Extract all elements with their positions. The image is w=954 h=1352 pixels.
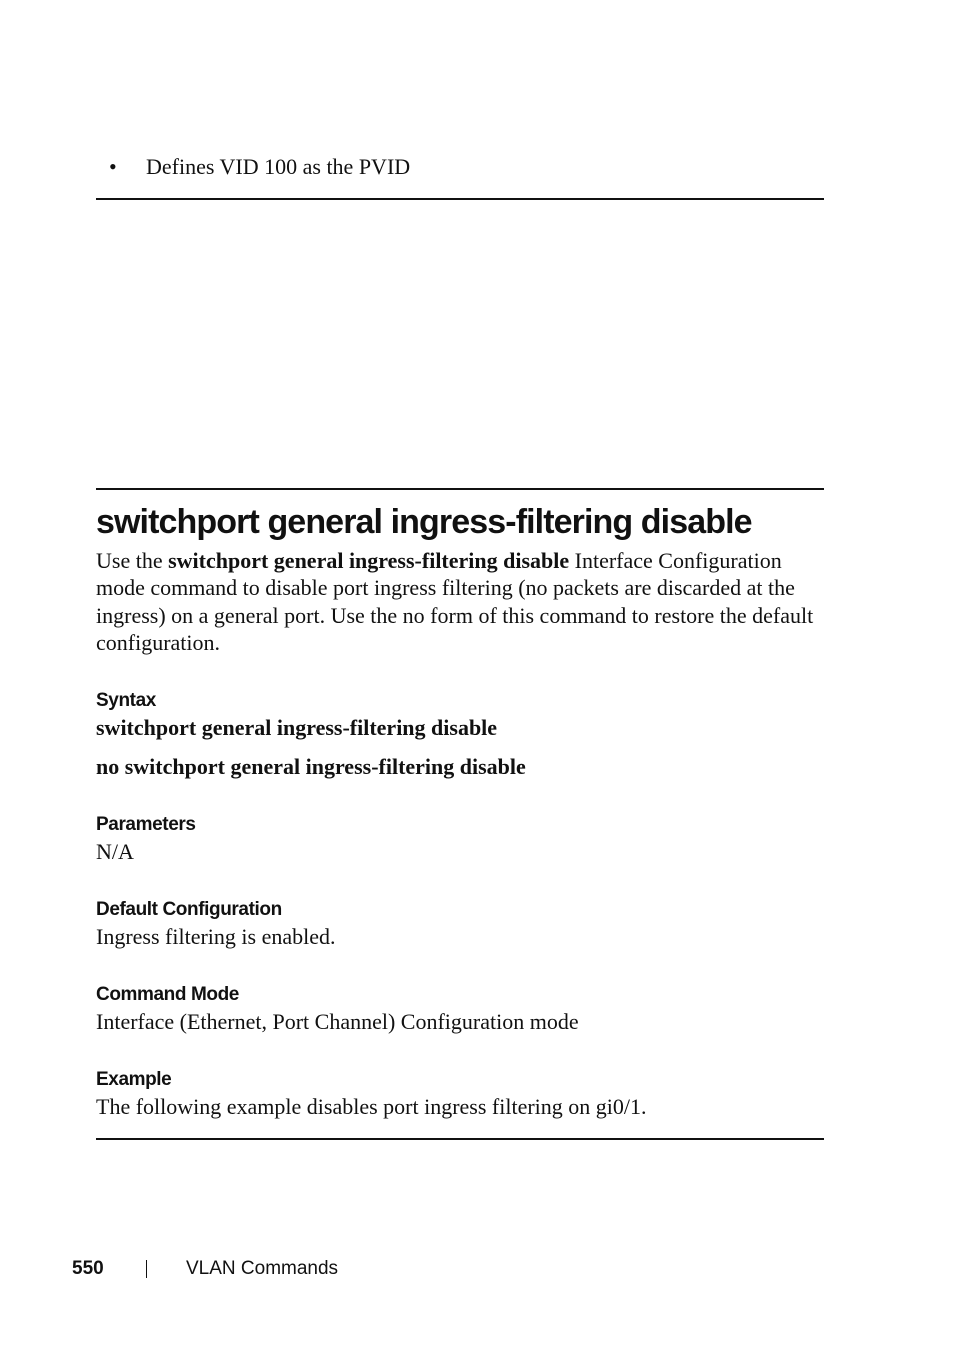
parameters-text: N/A bbox=[96, 839, 134, 864]
syntax-line: switchport general ingress-filtering disable bbox=[96, 715, 498, 740]
example-heading: Example bbox=[96, 1069, 172, 1090]
intro-paragraph bbox=[96, 547, 828, 656]
section-end-rule bbox=[96, 198, 824, 200]
example-text: The following example disables port ingress filtering on gi0/1. bbox=[96, 1094, 647, 1119]
footer-separator bbox=[146, 1260, 147, 1278]
syntax-line-no-form: no switchport general ingress-filtering disable bbox=[96, 754, 526, 779]
intro-text-after: Interface Configuration mode command to disable port ingress filtering (no packets are discarded at the ingress) on a general port. Use the no form of this command to restore the default configuration. bbox=[96, 548, 814, 655]
intro-command: switchport general ingress-filtering disable bbox=[168, 548, 570, 573]
command-mode-text: Interface (Ethernet, Port Channel) Configuration mode bbox=[96, 1009, 579, 1034]
section-title: switchport general ingress-filtering disable bbox=[96, 503, 752, 541]
page-number: 550 bbox=[72, 1258, 104, 1279]
default-configuration-text: Ingress filtering is enabled. bbox=[96, 924, 336, 949]
parameters-heading: Parameters bbox=[96, 814, 196, 835]
syntax-heading: Syntax bbox=[96, 690, 156, 711]
command-mode-heading: Command Mode bbox=[96, 984, 239, 1005]
footer-chapter-title: VLAN Commands bbox=[186, 1258, 339, 1279]
section-start-rule bbox=[96, 488, 824, 490]
default-configuration-heading: Default Configuration bbox=[96, 899, 282, 920]
example-end-rule bbox=[96, 1138, 824, 1140]
intro-text-before: Use the bbox=[96, 548, 169, 573]
bullet-marker: • bbox=[109, 154, 117, 179]
bullet-item-text: Defines VID 100 as the PVID bbox=[146, 154, 411, 179]
